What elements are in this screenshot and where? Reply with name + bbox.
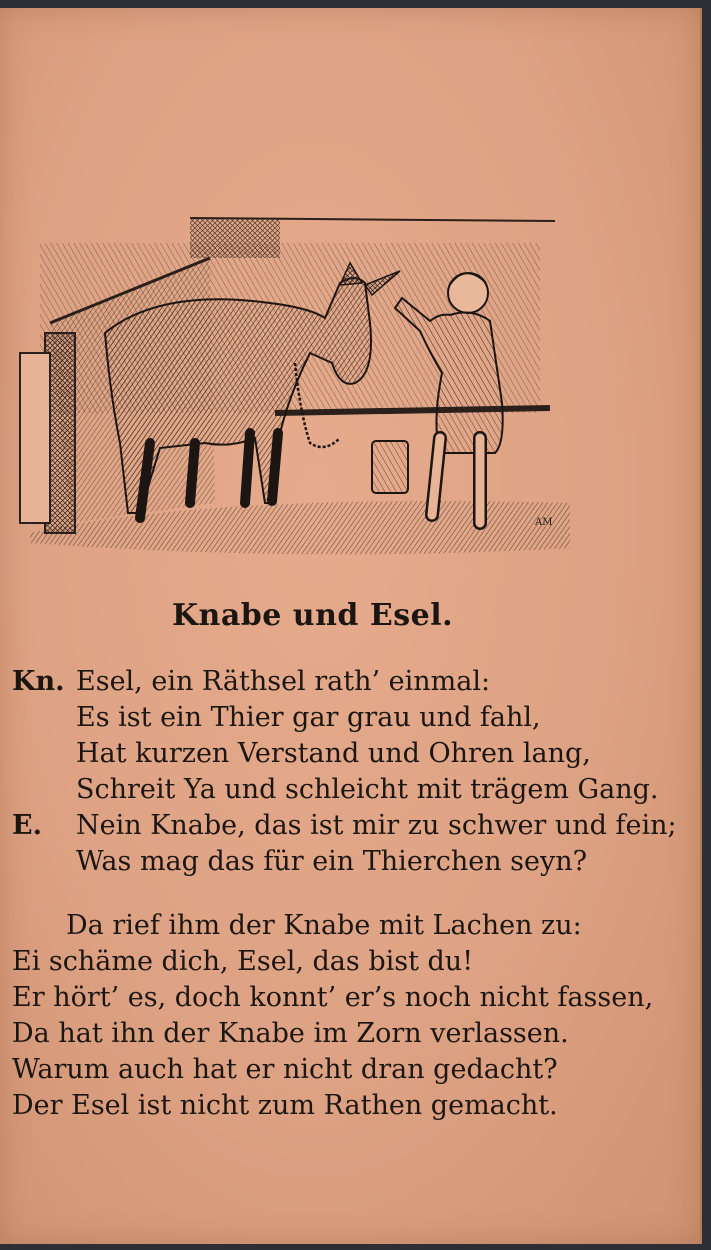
donkey-and-boy-illustration [10,203,570,573]
line-text: Ei schäme dich, Esel, das bist du! [12,946,474,977]
line-text: Was mag das für ein Thierchen seyn? [76,846,588,877]
line-text: Esel, ein Räthsel rath’ einmal: [76,666,491,697]
artist-signature: AM [535,517,553,528]
poem-line [0,808,700,844]
poem-title: Knabe und Esel. [171,598,454,633]
closing-stanza [0,908,700,1124]
poem-line [0,664,700,700]
line-text: Da hat ihn der Knabe im Zorn verlassen. [12,1018,569,1049]
poem-line [0,980,700,1016]
speaker-label: Kn. [12,666,65,697]
poem-line [0,700,700,736]
line-text: Da rief ihm der Knabe mit Lachen zu: [66,910,582,941]
line-text: Er hört’ es, doch konnt’ er’s noch nicht fassen, [12,982,654,1013]
poem-line [0,908,700,944]
speaker-label: E. [12,810,42,841]
poem-line [0,772,700,808]
line-text: Nein Knabe, das ist mir zu schwer und fein; [76,810,677,841]
poem-line [0,844,700,880]
line-text: Der Esel ist nicht zum Rathen gemacht. [12,1090,558,1121]
poem-line [0,1088,700,1124]
line-text: Schreit Ya und schleicht mit trägem Gang. [76,774,659,805]
poem-line [0,1052,700,1088]
dialogue-stanza [0,664,700,880]
poem-line [0,1016,700,1052]
line-text: Hat kurzen Verstand und Ohren lang, [76,738,591,769]
poem-line [0,944,700,980]
line-text: Warum auch hat er nicht dran gedacht? [12,1054,558,1085]
book-page [0,8,702,1244]
line-text: Es ist ein Thier gar grau und fahl, [76,702,541,733]
poem-line [0,736,700,772]
